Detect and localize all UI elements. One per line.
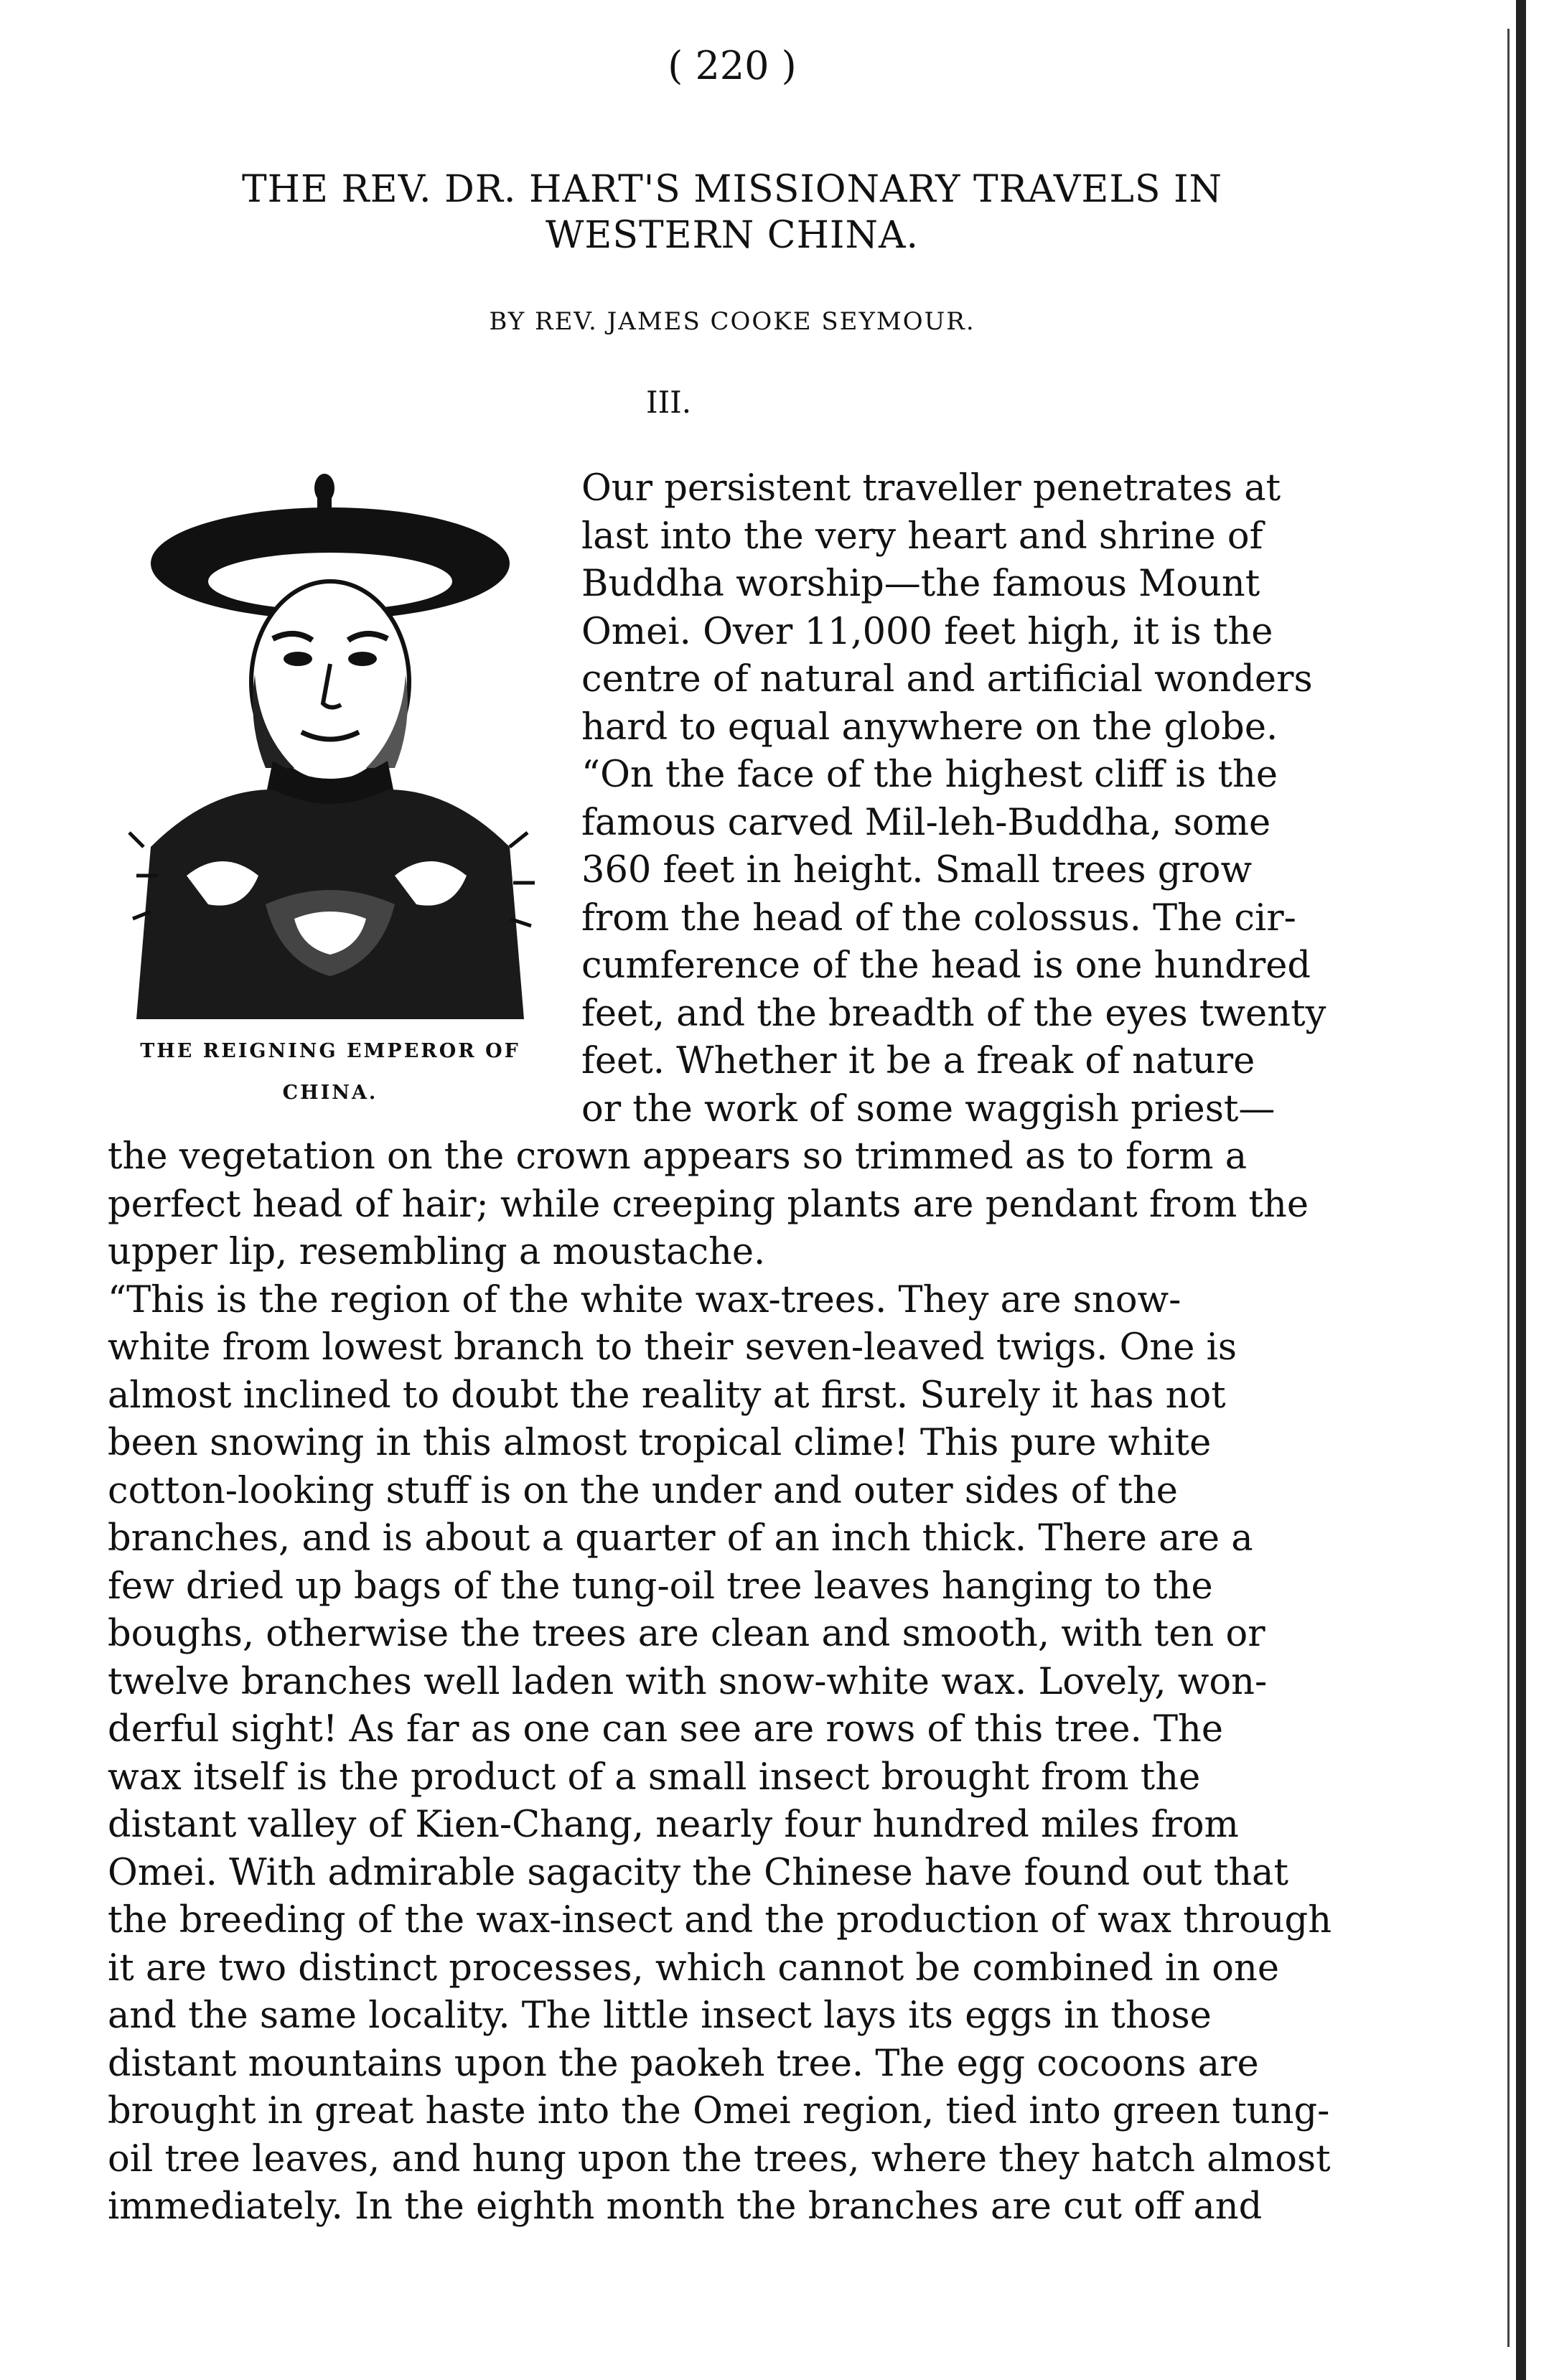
body-line: feet. Whether it be a freak of nature xyxy=(581,1040,1255,1082)
body-line: the vegetation on the crown appears so trimmed as to form a xyxy=(108,1135,1248,1178)
body-line: cotton-looking stuff is on the under and outer sides of the xyxy=(108,1469,1178,1512)
body-line: famous carved Mil-leh-Buddha, some xyxy=(581,801,1271,844)
body-line: cumference of the head is one hundred xyxy=(581,945,1311,987)
body-line: “On the face of the highest cliff is the xyxy=(581,754,1278,796)
body-line: centre of natural and artificial wonders xyxy=(581,658,1313,701)
body-line: or the work of some waggish priest— xyxy=(581,1087,1276,1130)
body-line: hard to equal anywhere on the globe. xyxy=(581,706,1278,749)
body-line: almost inclined to doubt the reality at first. Surely it has not xyxy=(108,1374,1226,1417)
body-line: twelve branches well laden with snow-white wax. Lovely, won- xyxy=(108,1660,1268,1703)
article-body xyxy=(108,465,1332,2231)
article-title xyxy=(115,167,1349,258)
page-edge-border xyxy=(1516,0,1526,2380)
section-numeral: III. xyxy=(646,385,692,420)
caption-line-2: CHINA. xyxy=(282,1082,378,1104)
page-number: ( 220 ) xyxy=(668,43,797,88)
body-line: oil tree leaves, and hung upon the trees, where they hatch almost xyxy=(108,2137,1331,2180)
body-line: few dried up bags of the tung-oil tree leaves hanging to the xyxy=(108,1565,1213,1608)
body-line: distant valley of Kien-Chang, nearly four hundred miles from xyxy=(108,1804,1239,1846)
body-line: wax itself is the product of a small insect brought from the xyxy=(108,1756,1201,1799)
body-line: Buddha worship—the famous Mount xyxy=(581,563,1260,605)
body-line: distant mountains upon the paokeh tree. The egg cocoons are xyxy=(108,2042,1259,2085)
title-line-2: WESTERN CHINA. xyxy=(545,214,919,257)
body-line: Omei. With admirable sagacity the Chinese have found out that xyxy=(108,1851,1288,1894)
body-line: upper lip, resembling a moustache. xyxy=(108,1231,766,1273)
body-line: the breeding of the wax-insect and the production of wax through xyxy=(108,1899,1332,1941)
body-line: last into the very heart and shrine of xyxy=(581,515,1263,558)
body-line: feet, and the breadth of the eyes twenty xyxy=(581,992,1326,1035)
title-line-1: THE REV. DR. HART'S MISSIONARY TRAVELS IN xyxy=(241,168,1223,211)
body-line: brought in great haste into the Omei region, tied into green tung- xyxy=(108,2090,1330,2132)
body-line: boughs, otherwise the trees are clean and smooth, with ten or xyxy=(108,1613,1265,1655)
body-line: from the head of the colossus. The cir- xyxy=(581,896,1296,940)
body-line: Our persistent traveller penetrates at xyxy=(581,467,1281,510)
body-line: white from lowest branch to their seven-leaved twigs. One is xyxy=(108,1326,1237,1369)
page-edge-shadow xyxy=(1507,29,1510,2347)
body-line: and the same locality. The little insect lays its eggs in those xyxy=(108,1995,1212,2037)
body-line: been snowing in this almost tropical clime! This pure white xyxy=(108,1422,1212,1464)
body-line: Omei. Over 11,000 feet high, it is the xyxy=(581,610,1273,653)
body-line: immediately. In the eighth month the branches are cut off and xyxy=(108,2185,1263,2228)
body-line: it are two distinct processes, which cannot be combined in one xyxy=(108,1946,1280,1990)
body-line: perfect head of hair; while creeping plants are pendant from the xyxy=(108,1183,1309,1226)
caption-line-1: THE REIGNING EMPEROR OF xyxy=(140,1040,520,1062)
body-line: 360 feet in height. Small trees grow xyxy=(581,849,1253,891)
body-line: “This is the region of the white wax-trees. They are snow- xyxy=(108,1278,1181,1321)
body-line: branches, and is about a quarter of an inch thick. There are a xyxy=(108,1517,1253,1560)
body-line: derful sight! As far as one can see are rows of this tree. The xyxy=(108,1708,1224,1751)
author-byline: BY REV. JAMES COOKE SEYMOUR. xyxy=(489,307,975,336)
